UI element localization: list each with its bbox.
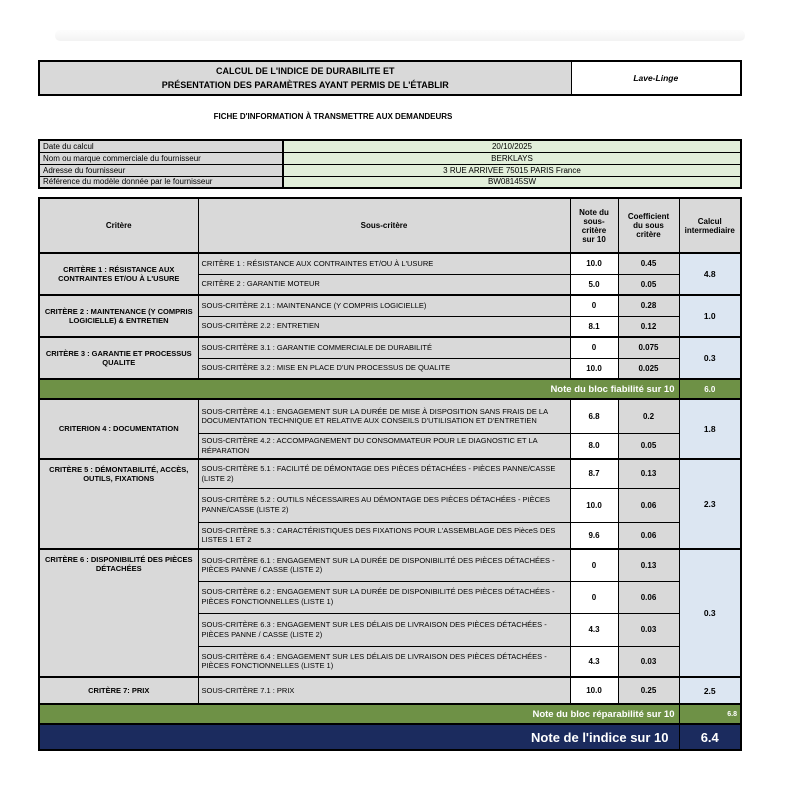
coefficient-cell: 0.2 — [618, 399, 679, 433]
criterion-cell: CRITERION 4 : DOCUMENTATION — [39, 399, 198, 459]
column-header-calc: Calcul intermediaire — [679, 198, 741, 253]
subcriterion-cell: SOUS-CRITÈRE 4.2 : ACCOMPAGNEMENT DU CONSOMMATEUR POUR LE DIAGNOSTIC ET LA RÉPARATION — [198, 433, 570, 459]
criterion-cell: CRITÈRE 2 : MAINTENANCE (Y COMPRIS LOGICIELLE) & ENTRETIEN — [39, 295, 198, 337]
block-total-label: Note du bloc fiabilité sur 10 — [39, 379, 679, 399]
coefficient-cell: 0.06 — [618, 581, 679, 613]
note-value-cell: 0 — [570, 549, 618, 581]
info-label: Référence du modèle donnée par le fournisseur — [39, 176, 283, 188]
block-total-label: Note du bloc réparabilité sur 10 — [39, 704, 679, 724]
grand-total-value: 6.4 — [679, 724, 741, 750]
criterion-cell: CRITÈRE 6 : DISPONIBILITÉ DES PIÈCES DÉTACHÉES — [39, 549, 198, 677]
note-value-cell: 0 — [570, 581, 618, 613]
subcriterion-cell: CRITÈRE 1 : RÉSISTANCE AUX CONTRAINTES ET/OU À L'USURE — [198, 253, 570, 274]
calc-intermediate-cell: 2.5 — [679, 677, 741, 704]
calc-intermediate-cell: 0.3 — [679, 549, 741, 677]
subcriterion-cell: SOUS-CRITÈRE 5.3 : CARACTÉRISTIQUES DES FIXATIONS POUR L'ASSEMBLAGE DES PièceS DES LISTES 1 ET 2 — [198, 522, 570, 549]
info-row — [39, 164, 741, 176]
subcriterion-cell: SOUS-CRITÈRE 6.1 : ENGAGEMENT SUR LA DURÉE DE DISPONIBILITÉ DES PIÈCES DÉTACHÉES - PIÈCES PANNE / CASSE (LISTE 2) — [198, 549, 570, 581]
note-value-cell: 4.3 — [570, 646, 618, 677]
note-value-cell: 5.0 — [570, 274, 618, 295]
note-value-cell: 0 — [570, 295, 618, 316]
coefficient-cell: 0.03 — [618, 613, 679, 646]
document-title — [39, 61, 571, 95]
block-total-row — [39, 379, 741, 399]
subcriterion-cell: SOUS-CRITÈRE 6.4 : ENGAGEMENT SUR LES DÉLAIS DE LIVRAISON DES PIÈCES DÉTACHÉES - PIÈCES FONCTIONNELLES (LISTE 1) — [198, 646, 570, 677]
subcriterion-cell: SOUS-CRITÈRE 2.1 : MAINTENANCE (Y COMPRIS LOGICIELLE) — [198, 295, 570, 316]
product-category-label: Lave-Linge — [571, 61, 741, 95]
criterion-cell: CRITÈRE 5 : DÉMONTABILITÉ, ACCÈS, OUTILS, FIXATIONS — [39, 459, 198, 549]
note-value-cell: 8.1 — [570, 316, 618, 337]
criteria-table-header-row — [39, 198, 741, 253]
criterion-row — [39, 549, 741, 581]
page-top-shadow — [55, 30, 745, 41]
coefficient-cell: 0.13 — [618, 549, 679, 581]
subcriterion-cell: SOUS-CRITÈRE 3.2 : MISE EN PLACE D'UN PROCESSUS DE QUALITE — [198, 358, 570, 379]
note-value-cell: 0 — [570, 337, 618, 358]
subcriterion-cell: CRITÈRE 2 : GARANTIE MOTEUR — [198, 274, 570, 295]
note-value-cell: 9.6 — [570, 522, 618, 549]
subcriterion-cell: SOUS-CRITÈRE 5.1 : FACILITÉ DE DÉMONTAGE DES PIÈCES DÉTACHÉES - PIÈCES PANNE/CASSE (LISTE 2) — [198, 459, 570, 488]
info-value: 20/10/2025 — [283, 140, 741, 152]
info-row — [39, 152, 741, 164]
calc-intermediate-cell: 2.3 — [679, 459, 741, 549]
column-header-note: Note du sous-critère sur 10 — [570, 198, 618, 253]
criterion-cell: CRITÈRE 1 : RÉSISTANCE AUX CONTRAINTES ET/OU À L'USURE — [39, 253, 198, 295]
subcriterion-cell: SOUS-CRITÈRE 4.1 : ENGAGEMENT SUR LA DURÉE DE MISE À DISPOSITION SANS FRAIS DE LA DOCUMENTATION TECHNIQUE ET RELATIVE AUX CONSEILS D'UTILISATION ET D'ENTRETIEN — [198, 399, 570, 433]
grand-total-row — [39, 724, 741, 750]
document-title-line2: PRÉSENTATION DES PARAMÈTRES AYANT PERMIS DE L'ÉTABLIR — [161, 80, 449, 90]
calc-intermediate-cell: 4.8 — [679, 253, 741, 295]
document-title-line1: CALCUL DE L'INDICE DE DURABILITE ET — [216, 65, 395, 76]
note-value-cell: 6.8 — [570, 399, 618, 433]
note-value-cell: 4.3 — [570, 613, 618, 646]
criterion-row — [39, 459, 741, 488]
criterion-row — [39, 677, 741, 704]
supplier-info-table — [38, 139, 742, 189]
note-value-cell: 10.0 — [570, 488, 618, 522]
subcriterion-cell: SOUS-CRITÈRE 3.1 : GARANTIE COMMERCIALE DE DURABILITÉ — [198, 337, 570, 358]
coefficient-cell: 0.025 — [618, 358, 679, 379]
note-value-cell: 8.0 — [570, 433, 618, 459]
document-header — [38, 60, 742, 96]
coefficient-cell: 0.12 — [618, 316, 679, 337]
coefficient-cell: 0.25 — [618, 677, 679, 704]
coefficient-cell: 0.075 — [618, 337, 679, 358]
document-subtitle: FICHE D'INFORMATION À TRANSMETTRE AUX DEMANDEURS — [213, 112, 453, 121]
coefficient-cell: 0.03 — [618, 646, 679, 677]
criterion-cell: CRITÈRE 3 : GARANTIE ET PROCESSUS QUALITE — [39, 337, 198, 379]
block-total-row — [39, 704, 741, 724]
criteria-table — [38, 197, 742, 751]
criterion-row — [39, 295, 741, 316]
coefficient-cell: 0.05 — [618, 274, 679, 295]
subcriterion-cell: SOUS-CRITÈRE 6.2 : ENGAGEMENT SUR LA DURÉE DE DISPONIBILITÉ DES PIÈCES DÉTACHÉES - PIÈCES FONCTIONNELLES (LISTE 1) — [198, 581, 570, 613]
note-value-cell: 10.0 — [570, 677, 618, 704]
coefficient-cell: 0.05 — [618, 433, 679, 459]
criterion-row — [39, 337, 741, 358]
column-header-criterion: Critère — [39, 198, 198, 253]
info-row — [39, 140, 741, 152]
calc-intermediate-cell: 1.8 — [679, 399, 741, 459]
calc-intermediate-cell: 1.0 — [679, 295, 741, 337]
note-value-cell: 8.7 — [570, 459, 618, 488]
calc-intermediate-cell: 0.3 — [679, 337, 741, 379]
block-total-value: 6.0 — [679, 379, 741, 399]
coefficient-cell: 0.06 — [618, 522, 679, 549]
coefficient-cell: 0.28 — [618, 295, 679, 316]
info-label: Date du calcul — [39, 140, 283, 152]
coefficient-cell: 0.45 — [618, 253, 679, 274]
subcriterion-cell: SOUS-CRITÈRE 6.3 : ENGAGEMENT SUR LES DÉLAIS DE LIVRAISON DES PIÈCES DÉTACHÉES - PIÈCES PANNE / CASSE (LISTE 2) — [198, 613, 570, 646]
column-header-subcriterion: Sous-critère — [198, 198, 570, 253]
column-header-coefficient: Coefficient du sous critère — [618, 198, 679, 253]
info-label: Nom ou marque commerciale du fournisseur — [39, 152, 283, 164]
subcriterion-cell: SOUS-CRITÈRE 7.1 : PRIX — [198, 677, 570, 704]
note-value-cell: 10.0 — [570, 253, 618, 274]
grand-total-label: Note de l'indice sur 10 — [39, 724, 679, 750]
criterion-row — [39, 399, 741, 433]
info-row — [39, 176, 741, 188]
info-value: BERKLAYS — [283, 152, 741, 164]
coefficient-cell: 0.13 — [618, 459, 679, 488]
info-label: Adresse du fournisseur — [39, 164, 283, 176]
subcriterion-cell: SOUS-CRITÈRE 5.2 : OUTILS NÉCESSAIRES AU DÉMONTAGE DES PIÈCES DÉTACHÉES - PIÈCES PANNE/CASSE (LISTE 2) — [198, 488, 570, 522]
criterion-cell: CRITÈRE 7: PRIX — [39, 677, 198, 704]
block-total-value: 6.8 — [679, 704, 741, 724]
info-value: 3 RUE ARRIVEE 75015 PARIS France — [283, 164, 741, 176]
info-value: BW08145SW — [283, 176, 741, 188]
note-value-cell: 10.0 — [570, 358, 618, 379]
subcriterion-cell: SOUS-CRITÈRE 2.2 : ENTRETIEN — [198, 316, 570, 337]
criterion-row — [39, 253, 741, 274]
coefficient-cell: 0.06 — [618, 488, 679, 522]
